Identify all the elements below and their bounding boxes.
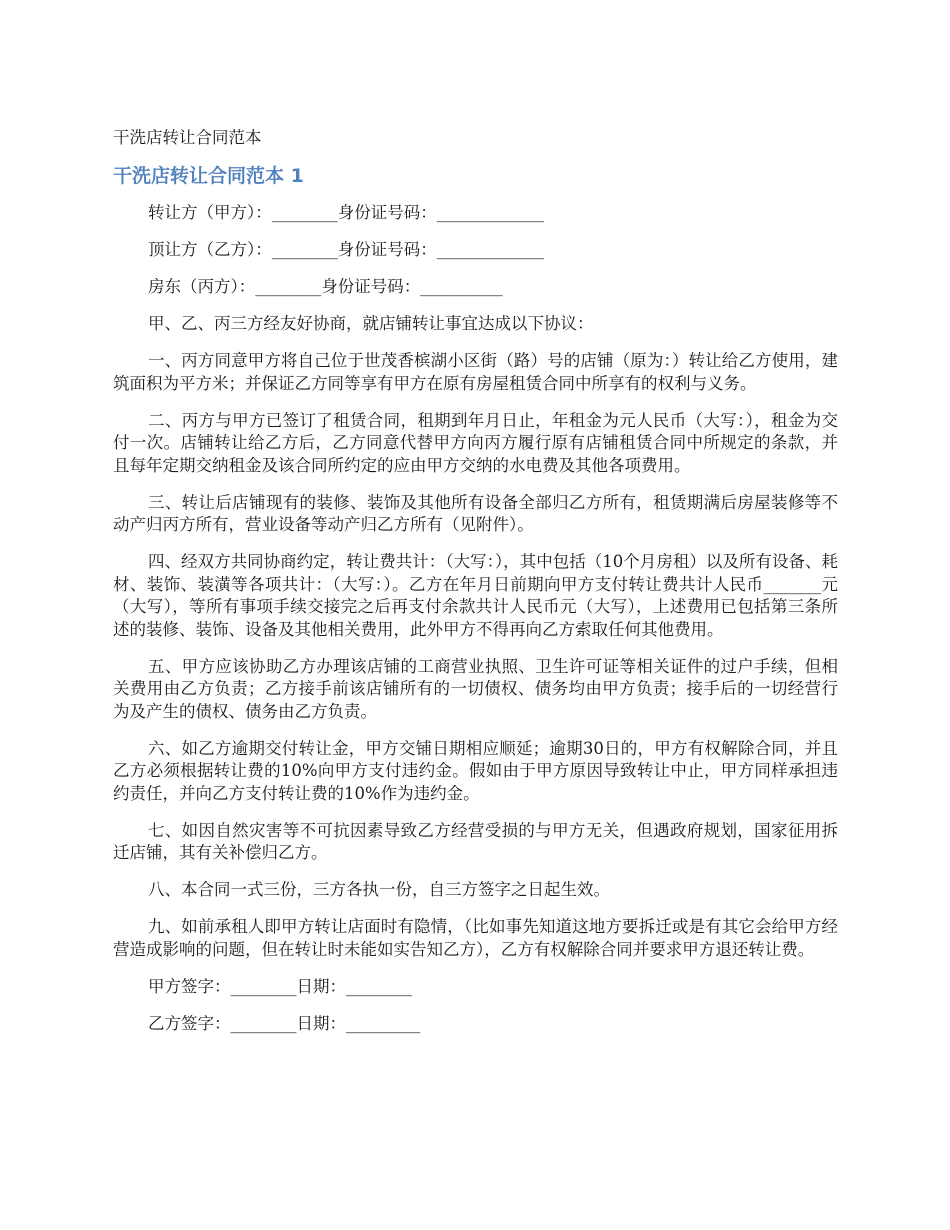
contract-body	[113, 202, 838, 1050]
clause-6: 六、如乙方逾期交付转让金，甲方交铺日期相应顺延；逾期30日的，甲方有权解除合同，并且乙方必须根据转让费的10%向甲方支付违约金。假如由于甲方原因导致转让中止，甲方同样承担违约责任，并向乙方支付转让费的10%作为违约金。	[113, 738, 838, 803]
clause-5: 五、甲方应该协助乙方办理该店铺的工商营业执照、卫生许可证等相关证件的过户手续，但相关费用由乙方负责；乙方接手前该店铺所有的一切债权、债务均由甲方负责；接手后的一切经营行为及产生的债权、债务由乙方负责。	[113, 656, 838, 721]
agreement-intro: 甲、乙、丙三方经友好协商，就店铺转让事宜达成以下协议：	[148, 314, 594, 333]
clause-1: 一、丙方同意甲方将自己位于世茂香槟湖小区街（路）号的店铺（原为：）转让给乙方使用，建筑面积为平方米；并保证乙方同等享有甲方在原有房屋租赁合同中所享有的权利与义务。	[113, 351, 838, 393]
party-b-line: 顶让方（乙方）：________身份证号码：_____________	[148, 240, 544, 259]
document-title: 干洗店转让合同范本	[113, 128, 262, 147]
party-a-line: 转让方（甲方）：________身份证号码：_____________	[148, 203, 544, 222]
clause-8: 八、本合同一式三份，三方各执一份，自三方签字之日起生效。	[148, 880, 610, 899]
clause-4: 四、经双方共同协商约定，转让费共计：（大写：），其中包括（10个月房租）以及所有设备、耗材、装饰、装潢等各项共计：（大写：）。乙方在年月日前期向甲方支付转让费共计人民币_______元（大写），等所有事项手续交接完之后再支付余款共计人民币元（大写），上述费用已包括第三条所述的装修、装饰、设备及其他相关费用，此外甲方不得再向乙方索取任何其他费用。	[113, 552, 838, 639]
party-c-line: 房东（丙方）：________身份证号码：__________	[148, 277, 503, 296]
clause-2: 二、丙方与甲方已签订了租赁合同，租期到年月日止，年租金为元人民币（大写：），租金为交付一次。店铺转让给乙方后，乙方同意代替甲方向丙方履行原有店铺租赁合同中所规定的条款，并且每年定期交纳租金及该合同所约定的应由甲方交纳的水电费及其他各项费用。	[113, 410, 838, 475]
clause-3: 三、转让后店铺现有的装修、装饰及其他所有设备全部归乙方所有，租赁期满后房屋装修等不动产归丙方所有，营业设备等动产归乙方所有（见附件）。	[113, 492, 838, 534]
clause-7: 七、如因自然灾害等不可抗因素导致乙方经营受损的与甲方无关，但遇政府规划，国家征用拆迁店铺，其有关补偿归乙方。	[113, 820, 838, 862]
party-a-signature-line: 甲方签字：________日期：________	[148, 976, 412, 996]
contract-heading: 干洗店转让合同范本 1	[113, 165, 304, 187]
clause-9: 九、如前承租人即甲方转让店面时有隐情，（比如事先知道这地方要拆迁或是有其它会给甲方经营造成影响的问题，但在转让时未能如实告知乙方），乙方有权解除合同并要求甲方退还转让费。	[113, 917, 838, 959]
party-b-signature-line: 乙方签字：________日期：_________	[148, 1013, 421, 1033]
